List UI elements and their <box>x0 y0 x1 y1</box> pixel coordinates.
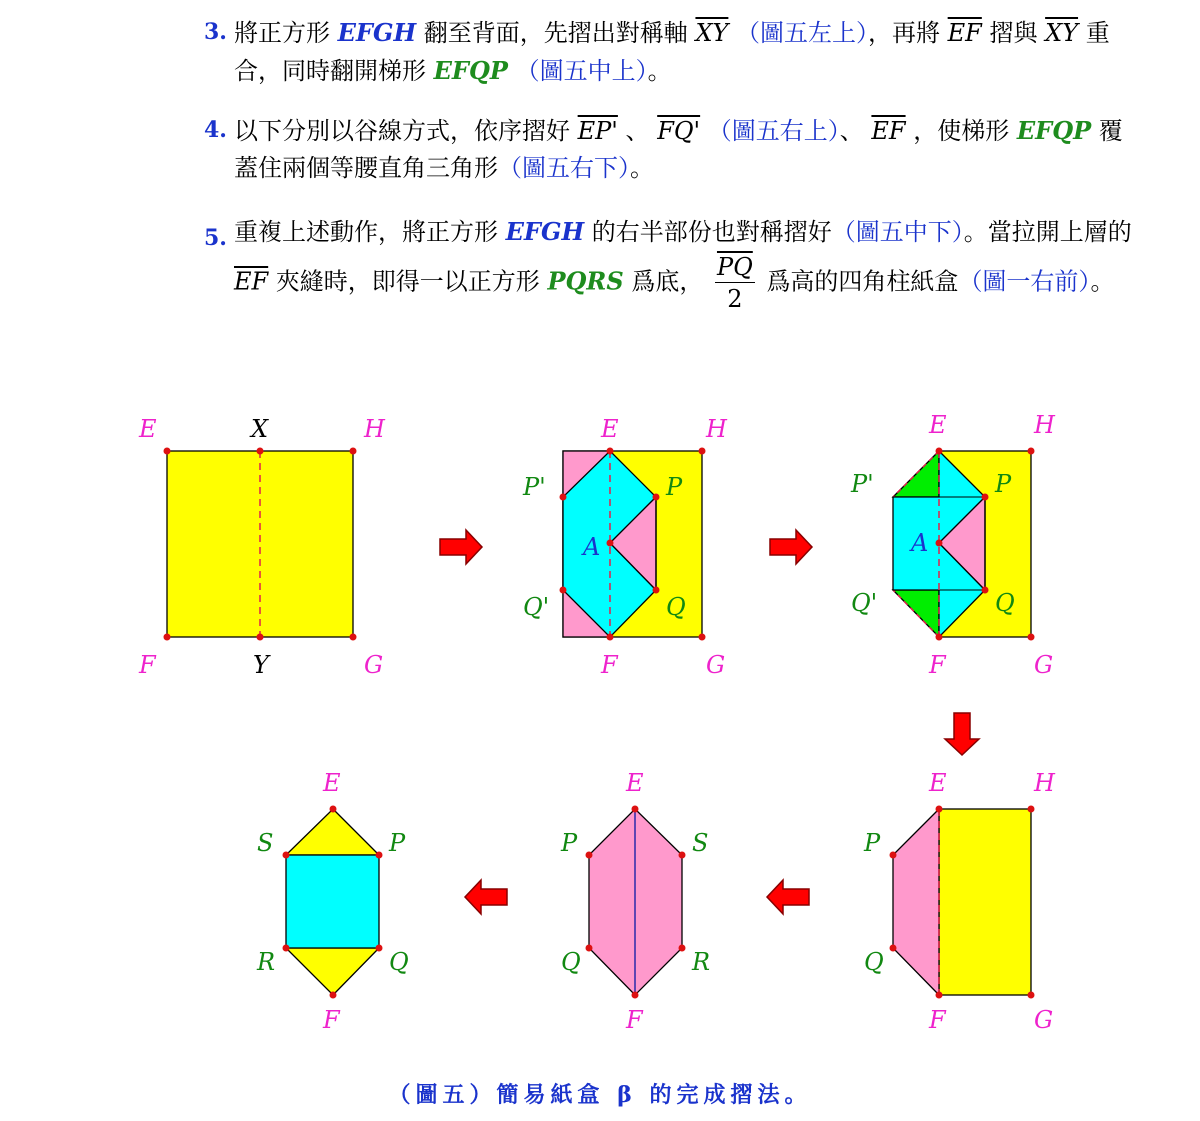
arrow-right-2 <box>770 530 812 564</box>
step-text: 翻至背面，先摺出對稱軸 <box>423 19 688 47</box>
label-r: R <box>692 948 711 976</box>
label-e: E <box>323 769 341 797</box>
step-text: 、 <box>839 117 864 145</box>
step-text: 爲高的四角柱紙盒 <box>766 267 959 296</box>
segment-xy: $\overline{XY}$ <box>695 19 729 47</box>
trapezoid-name: EFQP <box>433 56 508 85</box>
label-q-prime: Q' <box>523 593 550 621</box>
label-q: Q <box>995 589 1015 617</box>
label-a: A <box>583 533 601 561</box>
label-f: F <box>323 1006 340 1034</box>
label-g: G <box>1034 651 1054 679</box>
fraction-numerator: $\overline{PQ}$ <box>716 253 753 281</box>
label-e: E <box>929 769 947 797</box>
label-e: E <box>139 415 157 443</box>
arrow-left-2 <box>465 880 507 914</box>
label-s: S <box>692 829 709 857</box>
square-name: EFGH <box>505 217 585 246</box>
step-text: 覆蓋住兩個等腰直角三角形 <box>234 117 1123 182</box>
step-text: 。 <box>1090 267 1115 296</box>
step-text: ，使梯形 <box>913 117 1010 145</box>
label-p-prime: P' <box>523 473 546 501</box>
label-s: S <box>257 829 274 857</box>
figure-4-fold <box>863 769 1056 1034</box>
step-text: 的右半部份也對稱摺好 <box>591 218 832 246</box>
step-text: 以下分別以谷線方式，依序摺好 <box>234 117 570 145</box>
label-e: E <box>929 411 947 439</box>
step-text: 重複上述動作，將正方形 <box>234 218 498 246</box>
arrow-right-1 <box>440 530 482 564</box>
figure-ref: （圖五中上） <box>515 57 648 85</box>
trapezoid-name: EFQP <box>1016 116 1092 145</box>
square-name: EFGH <box>337 18 417 47</box>
fraction-denominator: 2 <box>727 285 743 313</box>
step-text: 、 <box>625 117 650 145</box>
label-f: F <box>139 651 156 679</box>
figure-3-fold <box>850 411 1056 679</box>
arrow-left-1 <box>767 880 809 914</box>
label-p: P <box>995 470 1012 498</box>
label-h: H <box>1034 411 1055 439</box>
label-a: A <box>911 529 929 557</box>
figure-caption: （圖五）簡易紙盒 β 的完成摺法。 <box>388 1082 812 1108</box>
segment-fq1: FQ' <box>657 117 701 145</box>
segment-ep1: EP' <box>577 117 618 145</box>
label-x: X <box>251 415 269 443</box>
label-p: P <box>864 829 881 857</box>
segment-ef: $\overline{EF}$ <box>947 19 982 47</box>
label-h: H <box>706 415 727 443</box>
step-text: 摺與 <box>989 19 1038 47</box>
figure-ref: （圖五左上） <box>736 19 869 47</box>
step-number: 4. <box>204 117 227 143</box>
square-pqrs-name: PQRS <box>547 266 624 296</box>
label-h: H <box>1034 769 1055 797</box>
label-e: E <box>626 769 644 797</box>
label-r: R <box>257 948 276 976</box>
label-p: P <box>561 829 578 857</box>
figure-1-square <box>138 415 386 679</box>
segment-ef: $\overline{EF}$ <box>871 117 906 145</box>
label-f: F <box>601 651 618 679</box>
label-g: G <box>1034 1006 1054 1034</box>
figure-5-fold <box>560 769 710 1034</box>
label-g: G <box>706 651 726 679</box>
step-text: 爲底， <box>631 267 704 296</box>
arrow-down <box>945 713 979 755</box>
label-p-prime: P' <box>851 470 874 498</box>
step-number: 5. <box>204 225 227 251</box>
step-text: 重合，同時翻開梯形 <box>234 19 1110 85</box>
step-text: 。 <box>630 154 654 182</box>
step-text: 。 <box>647 57 672 85</box>
figure-ref: （圖五右下） <box>498 154 630 182</box>
step-number: 3. <box>204 19 227 45</box>
label-f: F <box>929 1006 946 1034</box>
label-y: Y <box>253 651 269 679</box>
label-q: Q <box>561 948 581 976</box>
label-f: F <box>626 1006 643 1034</box>
step-text: 將正方形 <box>234 19 330 47</box>
figure-2-fold <box>522 415 728 679</box>
figure-6-box-net <box>256 769 409 1034</box>
label-q: Q <box>864 948 884 976</box>
square-pqrs <box>286 855 379 948</box>
figure-ref: （圖一右前） <box>958 267 1091 296</box>
label-e: E <box>601 415 619 443</box>
label-h: H <box>364 415 385 443</box>
label-q: Q <box>389 948 409 976</box>
segment-ef: $\overline{EF}$ <box>234 267 269 296</box>
step-text: ，再將 <box>868 19 941 47</box>
label-p: P <box>389 829 406 857</box>
label-q: Q <box>666 593 686 621</box>
label-g: G <box>364 651 384 679</box>
figure-ref: （圖五右上） <box>707 117 840 145</box>
label-f: F <box>929 651 946 679</box>
step-text: 夾縫時，即得一以正方形 <box>275 267 540 296</box>
step-text: 。當拉開上層的 <box>963 218 1132 246</box>
figure-ref: （圖五中下） <box>831 218 964 246</box>
segment-xy: $\overline{XY}$ <box>1045 19 1079 47</box>
label-p: P <box>666 473 683 501</box>
label-q-prime: Q' <box>851 589 878 617</box>
